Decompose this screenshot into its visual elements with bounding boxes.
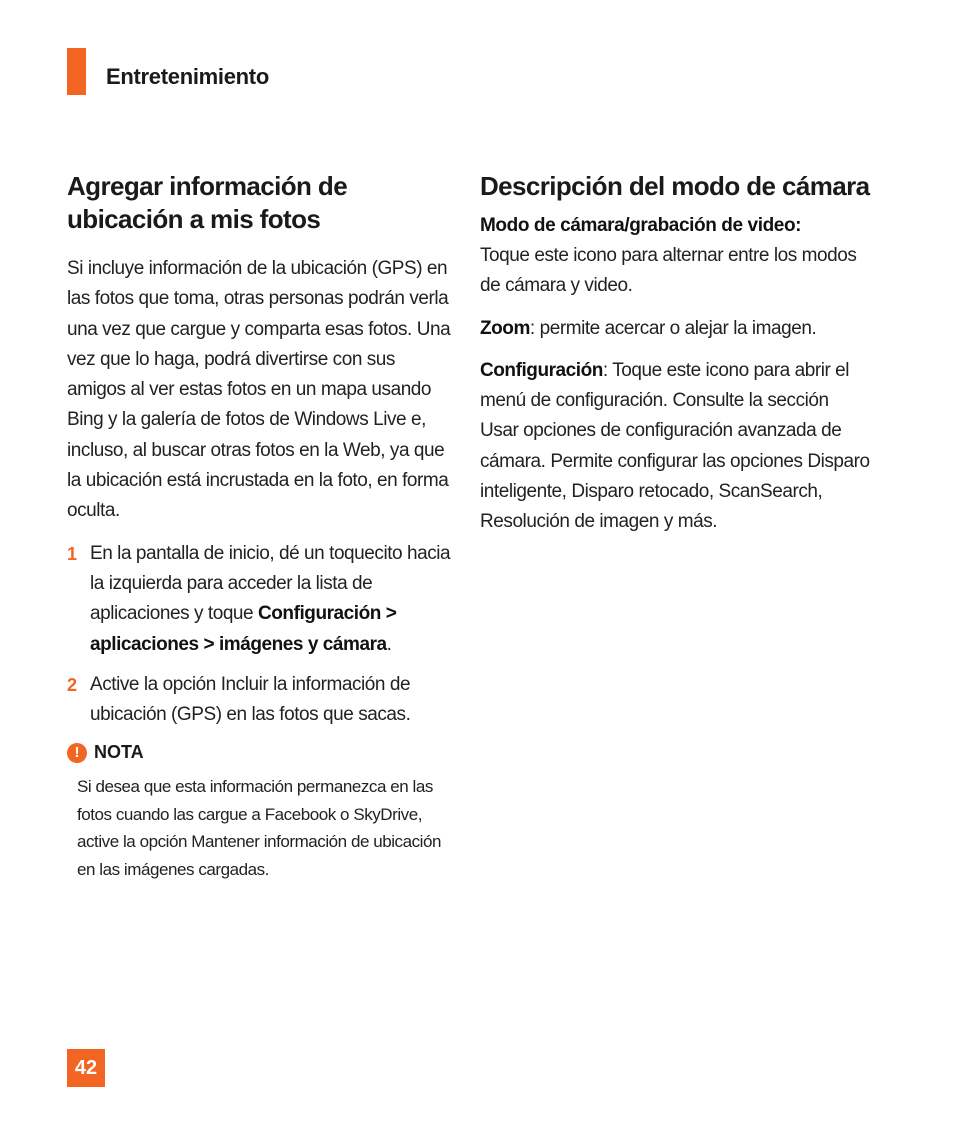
- config-text: : Toque este icono para abrir el menú de configuración. Consulte la sección Usar opciones de configuración avanzada de cámara. Permite configurar las opciones Disparo inteligente, Disparo retocado, ScanSearch, Resolución de imagen y más.: [480, 359, 870, 533]
- mode-label: Modo de cámara/grabación de video:: [480, 215, 802, 236]
- note-text: Si desea que esta información permanezca en las fotos cuando las cargue a Facebook o SkyDrive, active la opción Mantener información de ubicación en las imágenes cargadas.: [77, 777, 442, 879]
- camera-mode-title: Descripción del modo de cámara: [480, 171, 870, 201]
- config-label: Configuración: [480, 359, 603, 381]
- zoom-text: : permite acercar o alejar la imagen.: [529, 317, 817, 339]
- step-2: [67, 670, 452, 731]
- step-1-path: Configuración > aplicaciones > imágenes y cámara: [90, 603, 397, 655]
- zoom-description: [480, 314, 870, 344]
- zoom-label: Zoom: [480, 317, 530, 339]
- section-tab-marker: [67, 48, 86, 95]
- gps-title-line1: Agregar información de: [67, 171, 348, 201]
- step-2-text: Active la opción Incluir la información de ubicación (GPS) en las fotos que sacas.: [90, 673, 411, 726]
- gps-section-title: [67, 170, 452, 236]
- step-1-number: 1: [67, 543, 77, 564]
- mode-description: [480, 211, 870, 302]
- step-1-lead: En la pantalla de inicio, dé un toquecito hacia la izquierda para acceder la lista de aplicaciones y toque: [90, 542, 451, 625]
- step-2-number: 2: [67, 674, 77, 695]
- config-description: [480, 356, 870, 538]
- step-1-text: [90, 539, 452, 660]
- gps-intro-paragraph: Si incluye información de la ubicación (GPS) en las fotos que toma, otras personas podrán verla una vez que cargue y comparta esas fotos. Una vez que lo haga, podrá divertirse con sus amigos al ver estas fotos en un mapa usando Bing y la galería de fotos de Windows Live e, incluso, al buscar otras fotos en la Web, ya que la ubicación está incrustada en la foto, en forma oculta.: [67, 258, 451, 522]
- page-number: 42: [67, 1049, 105, 1087]
- step-1-end: .: [386, 633, 392, 655]
- left-column: [67, 170, 452, 883]
- right-column: [480, 170, 870, 550]
- note-label: NOTA: [94, 742, 144, 763]
- gps-title-line2: ubicación a mis fotos: [67, 204, 321, 234]
- note-header: [67, 742, 452, 763]
- exclamation-circle-icon: !: [67, 743, 87, 763]
- mode-text: Toque este icono para alternar entre los modos de cámara y video.: [480, 245, 857, 297]
- section-title: Entretenimiento: [106, 64, 269, 89]
- step-1: [67, 539, 452, 660]
